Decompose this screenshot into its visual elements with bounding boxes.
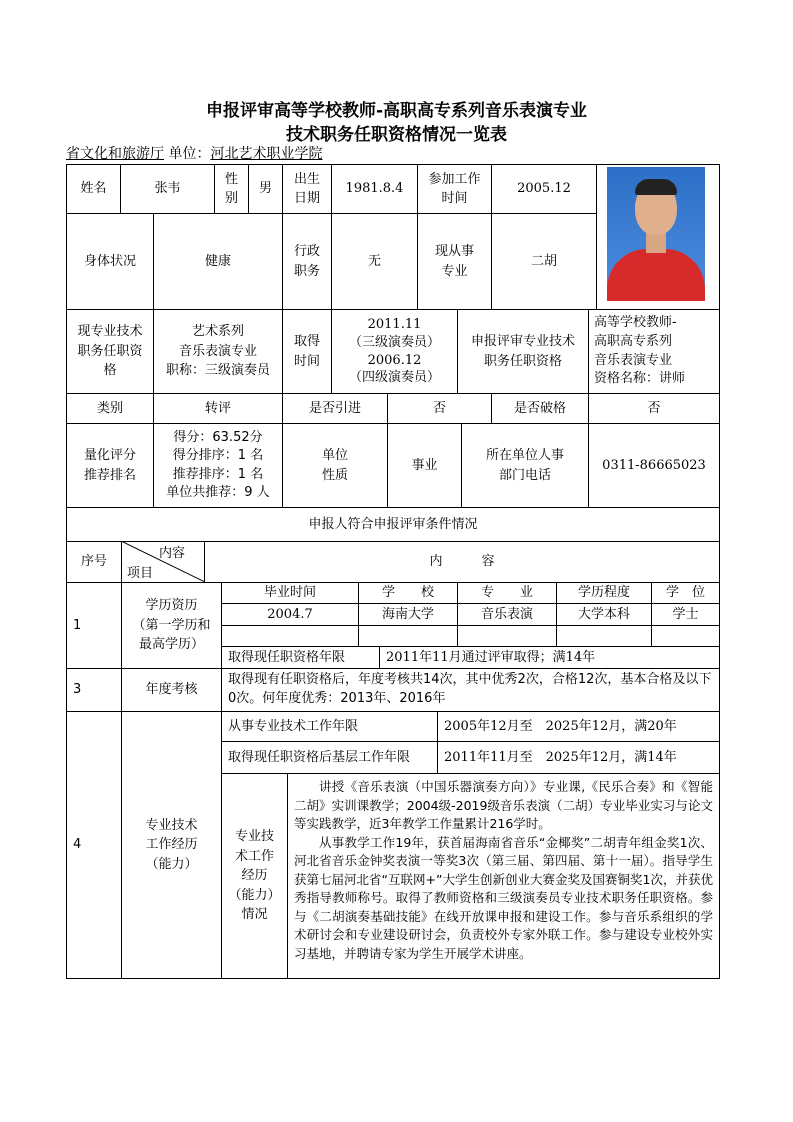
edu-empty-cell bbox=[457, 625, 557, 647]
sex-label: 性 别 bbox=[214, 164, 249, 214]
category-value: 转评 bbox=[153, 393, 283, 424]
obtain-time-label: 取得 时间 bbox=[282, 309, 332, 394]
serial-no-label: 序号 bbox=[66, 541, 122, 583]
exception-label: 是否破格 bbox=[491, 393, 589, 424]
admin-post-value: 无 bbox=[331, 213, 418, 310]
health-value: 健康 bbox=[153, 213, 283, 310]
annual-text: 取得现有任职资格后，年度考核共14次，其中优秀2次，合格12次，基本合格及以下0次。何年度优秀：2013年、2016年 bbox=[221, 668, 720, 712]
edu-degree-level: 大学本科 bbox=[556, 603, 652, 626]
score-label: 量化评分 推荐排名 bbox=[66, 423, 154, 508]
edu-label: 学历资历 （第一学历和 最高学历） bbox=[121, 582, 222, 669]
work-start-value: 2005.12 bbox=[491, 164, 597, 214]
exp-detail-paragraph-1: 讲授《音乐表演（中国乐器演奏方向）》专业课,《民乐合奏》和《智能二胡》实训课教学；2004级-2019级音乐表演（二胡）专业毕业实习与论文等实践教学，近3年教学工作量累计216学时。 bbox=[294, 779, 713, 831]
category-label: 类别 bbox=[66, 393, 154, 424]
conditions-section-title: 申报人符合申报评审条件情况 bbox=[66, 507, 720, 542]
current-major-label: 现从事 专业 bbox=[417, 213, 492, 310]
current-major-value: 二胡 bbox=[491, 213, 597, 310]
edu-empty-cell bbox=[358, 625, 458, 647]
diagonal-header-item: 项目 bbox=[127, 566, 154, 581]
edu-header-grad-time: 毕业时间 bbox=[221, 582, 359, 604]
edu-major: 音乐表演 bbox=[457, 603, 557, 626]
name-label: 姓名 bbox=[66, 164, 121, 214]
department-line bbox=[66, 143, 322, 163]
qualification-years-value: 2011年11月通过评审取得；满14年 bbox=[379, 646, 720, 669]
exp-no: 4 bbox=[66, 711, 122, 979]
edu-header-major: 专 业 bbox=[457, 582, 557, 604]
edu-empty-cell bbox=[651, 625, 720, 647]
health-label: 身体状况 bbox=[66, 213, 154, 310]
apply-title-label: 申报评审专业技术 职务任职资格 bbox=[457, 309, 589, 394]
person-photo bbox=[607, 167, 705, 301]
introduced-label: 是否引进 bbox=[282, 393, 388, 424]
birth-value: 1981.8.4 bbox=[331, 164, 418, 214]
diagonal-header bbox=[121, 541, 205, 582]
work-years-label: 从事专业技术工作年限 bbox=[221, 711, 438, 742]
work-years-value: 2005年12月至 2025年12月，满20年 bbox=[437, 711, 720, 742]
obtain-time-value: 2011.11 （三级演奏员） 2006.12 （四级演奏员） bbox=[331, 309, 458, 394]
unit-name: 河北艺术职业学院 bbox=[210, 146, 323, 162]
unit-nature-label: 单位 性质 bbox=[282, 423, 388, 508]
document-title-line2: 技术职务任职资格情况一览表 bbox=[286, 125, 507, 145]
edu-no: 1 bbox=[66, 582, 122, 669]
exp-detail-paragraph-2: 从事教学工作19年，获首届海南省音乐“金椰奖”二胡青年组金奖1次、河北省音乐金钟奖表演一等奖3次（第三届、第四届、第十一届）。指导学生获第七届河北省“互联网+”大学生创新创业大赛金奖及国赛铜奖1次，并获优秀指导教师称号。取得了教师资格和三级演奏员专业技术职务任职资格。参与《二胡演奏基础技能》在线开放课申报和建设工作。参与音乐系组织的学术研讨会和专业建设研讨会，负责校外专家外联工作。参与建设专业校外实习基地，并聘请专家为学生开展学术讲座。 bbox=[294, 834, 713, 961]
birth-label: 出生 日期 bbox=[282, 164, 332, 214]
hr-phone-label: 所在单位人事 部门电话 bbox=[461, 423, 589, 508]
name-value: 张韦 bbox=[120, 164, 215, 214]
edu-header-school: 学 校 bbox=[358, 582, 458, 604]
department-name: 省文化和旅游厅 bbox=[66, 146, 164, 162]
diagonal-header-content: 内容 bbox=[158, 546, 185, 561]
qualification-years-label: 取得现任职资格年限 bbox=[221, 646, 380, 669]
grassroots-years-value: 2011年11月至 2025年12月，满14年 bbox=[437, 741, 720, 774]
grassroots-years-label: 取得现任职资格后基层工作年限 bbox=[221, 741, 438, 774]
unit-label: 单位： bbox=[168, 146, 211, 162]
edu-header-degree-level: 学历程度 bbox=[556, 582, 652, 604]
unit-nature-value: 事业 bbox=[387, 423, 462, 508]
annual-label: 年度考核 bbox=[121, 668, 222, 712]
hr-phone-value: 0311-86665023 bbox=[588, 423, 720, 508]
current-title-value: 艺术系列 音乐表演专业 职称：三级演奏员 bbox=[153, 309, 283, 394]
edu-empty-cell bbox=[556, 625, 652, 647]
current-title-label: 现专业技术 职务任职资 格 bbox=[66, 309, 154, 394]
edu-school: 海南大学 bbox=[358, 603, 458, 626]
exp-detail-label: 专业技 术工作 经历 （能力） 情况 bbox=[221, 773, 288, 979]
apply-title-value: 高等学校教师- 高职高专系列 音乐表演专业 资格名称：讲师 bbox=[588, 309, 720, 394]
admin-post-label: 行政 职务 bbox=[282, 213, 332, 310]
score-value: 得分：63.52分 得分排序：1 名 推荐排序：1 名 单位共推荐：9 人 bbox=[153, 423, 283, 508]
edu-grad-time: 2004.7 bbox=[221, 603, 359, 626]
work-start-label: 参加工作 时间 bbox=[417, 164, 492, 214]
edu-empty-cell bbox=[221, 625, 359, 647]
exception-value: 否 bbox=[588, 393, 720, 424]
content-header: 内 容 bbox=[204, 541, 720, 583]
exp-label: 专业技术 工作经历 （能力） bbox=[121, 711, 222, 979]
exp-detail-text bbox=[287, 773, 720, 979]
edu-header-degree: 学 位 bbox=[651, 582, 720, 604]
edu-degree: 学士 bbox=[651, 603, 720, 626]
annual-no: 3 bbox=[66, 668, 122, 712]
sex-value: 男 bbox=[248, 164, 283, 214]
introduced-value: 否 bbox=[387, 393, 492, 424]
document-title-line1: 申报评审高等学校教师-高职高专系列音乐表演专业 bbox=[205, 101, 588, 121]
